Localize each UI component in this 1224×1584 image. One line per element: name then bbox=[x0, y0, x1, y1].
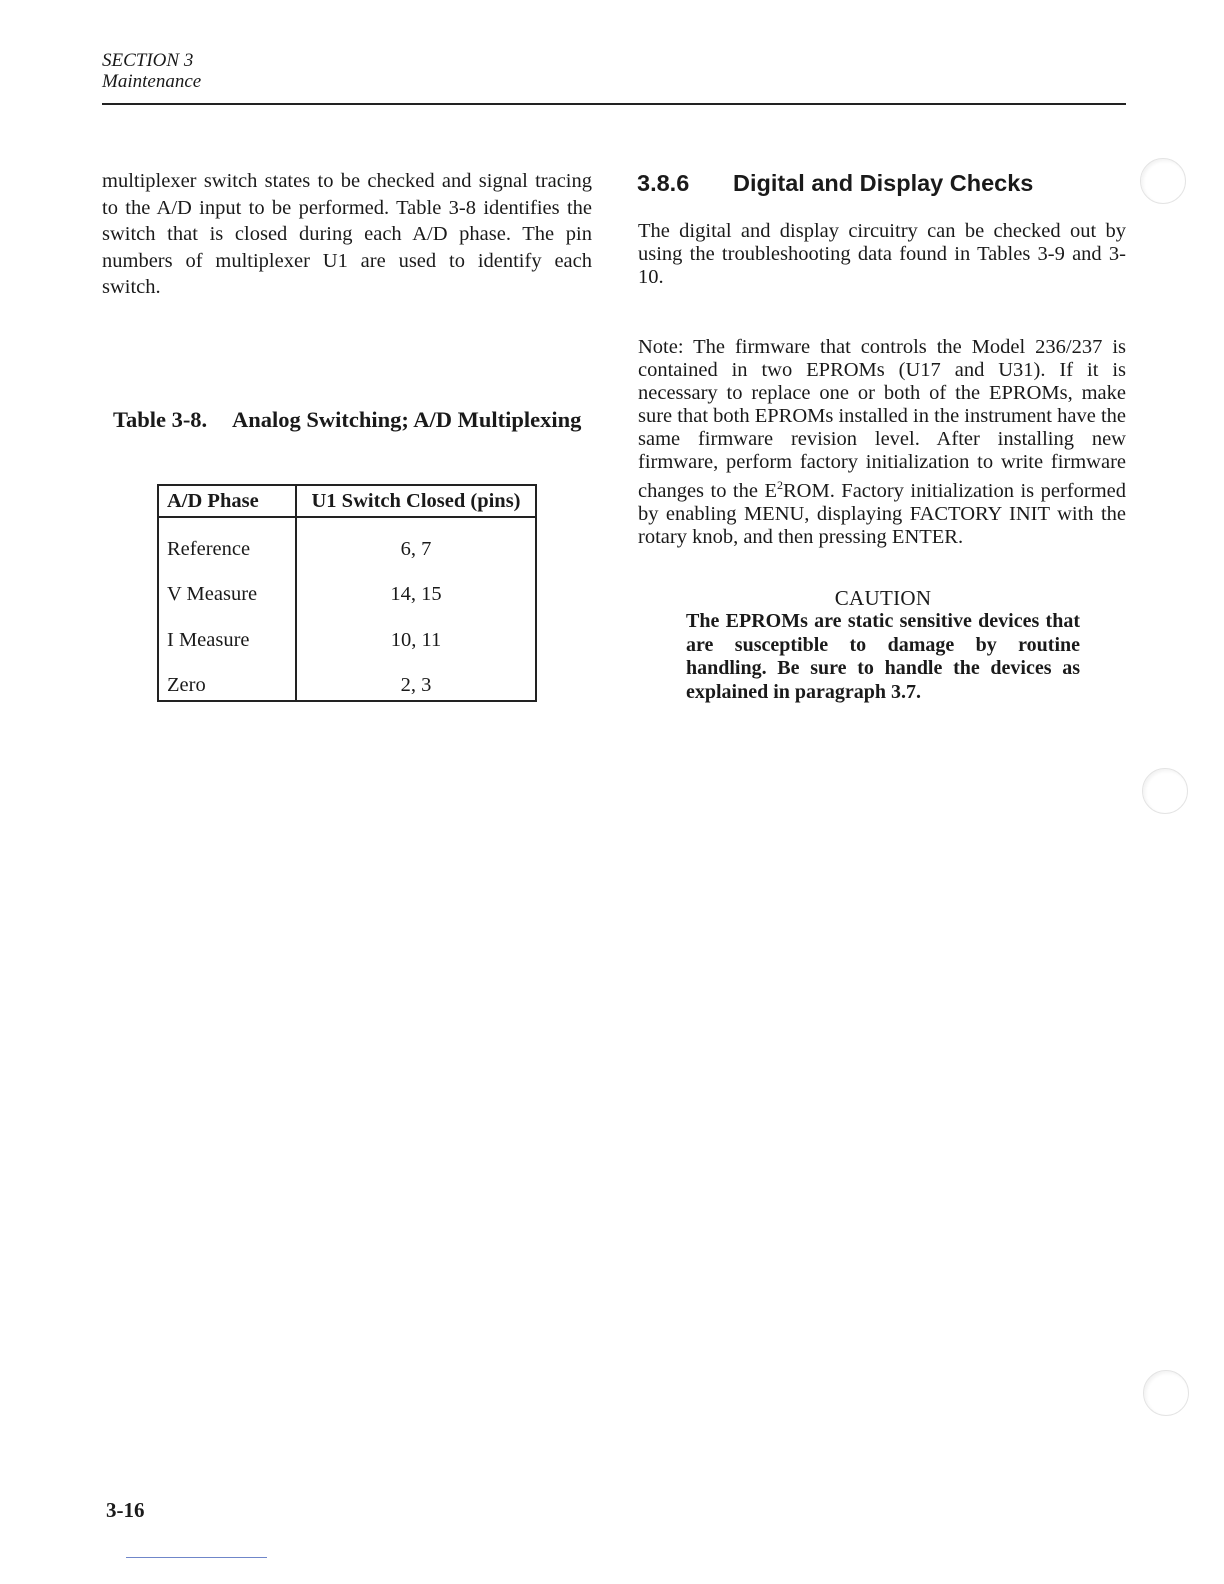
phase-cell: I Measure bbox=[158, 609, 296, 655]
page-header bbox=[102, 50, 201, 92]
table-row bbox=[158, 564, 536, 610]
note-text-part2: ROM. Factory initialization is performed by enabling MENU, displaying FACTORY INIT with the rotary knob, and then pressing ENTER. bbox=[638, 479, 1127, 548]
section-heading bbox=[637, 168, 1033, 198]
analog-switching-table bbox=[157, 484, 537, 702]
section-heading-number: 3.8.6 bbox=[637, 170, 690, 196]
phase-cell: V Measure bbox=[158, 564, 296, 610]
section-heading-title: Digital and Display Checks bbox=[733, 170, 1034, 196]
table-row bbox=[158, 609, 536, 655]
table-row bbox=[158, 655, 536, 702]
phase-cell: Zero bbox=[158, 655, 296, 702]
bottom-rule bbox=[126, 1557, 267, 1558]
table-caption-title: Analog Switching; A/D Multiplexing bbox=[232, 407, 582, 432]
table-header-row bbox=[158, 485, 536, 517]
pins-cell: 2, 3 bbox=[400, 674, 432, 696]
intro-paragraph: multiplexer switch states to be checked and signal tracing to the A/D input to be performed. Table 3-8 identifies the switch that is closed during each A/D phase. The pin numbers of multiplexer U1 are used to identify each switch. bbox=[102, 170, 592, 298]
caution-title: CAUTION bbox=[834, 586, 932, 610]
page-number: 3-16 bbox=[106, 1498, 145, 1522]
note-superscript: 2 bbox=[776, 478, 783, 492]
note-text-part1: Note: The firmware that controls the Model 236/237 is contained in two EPROMs (U17 and U31). If it is necessary to replace one or both of the EPROMs, make sure that both EPROMs installed in the instrument have the same firmware revision level. After installing new firmware, perform factory initialization to write firmware changes to the E bbox=[638, 336, 1126, 502]
pins-cell: 14, 15 bbox=[390, 583, 442, 605]
caution-text: The EPROMs are static sensitive devices that are susceptible to damage by routine handling. Be sure to handle the devices as explained in paragraph 3.7. bbox=[686, 610, 1080, 703]
header-rule bbox=[102, 103, 1126, 105]
table-row bbox=[158, 517, 536, 564]
column-header-ad-phase: A/D Phase bbox=[158, 485, 296, 517]
punch-hole-bottom bbox=[1143, 1370, 1189, 1416]
punch-hole-middle bbox=[1142, 768, 1188, 814]
section-label: SECTION 3 bbox=[102, 50, 194, 71]
pins-cell: 10, 11 bbox=[390, 628, 442, 651]
pins-cell: 6, 7 bbox=[400, 537, 432, 560]
firmware-note bbox=[638, 336, 1126, 549]
punch-hole-top bbox=[1140, 158, 1186, 204]
column-header-switch-closed: U1 Switch Closed (pins) bbox=[296, 485, 536, 517]
table-caption-number: Table 3-8. bbox=[113, 407, 208, 432]
phase-cell: Reference bbox=[158, 517, 296, 564]
digital-checks-paragraph: The digital and display circuitry can be checked out by using the troubleshooting data found in Tables 3-9 and 3-10. bbox=[638, 220, 1126, 288]
section-subtitle: Maintenance bbox=[102, 71, 202, 92]
